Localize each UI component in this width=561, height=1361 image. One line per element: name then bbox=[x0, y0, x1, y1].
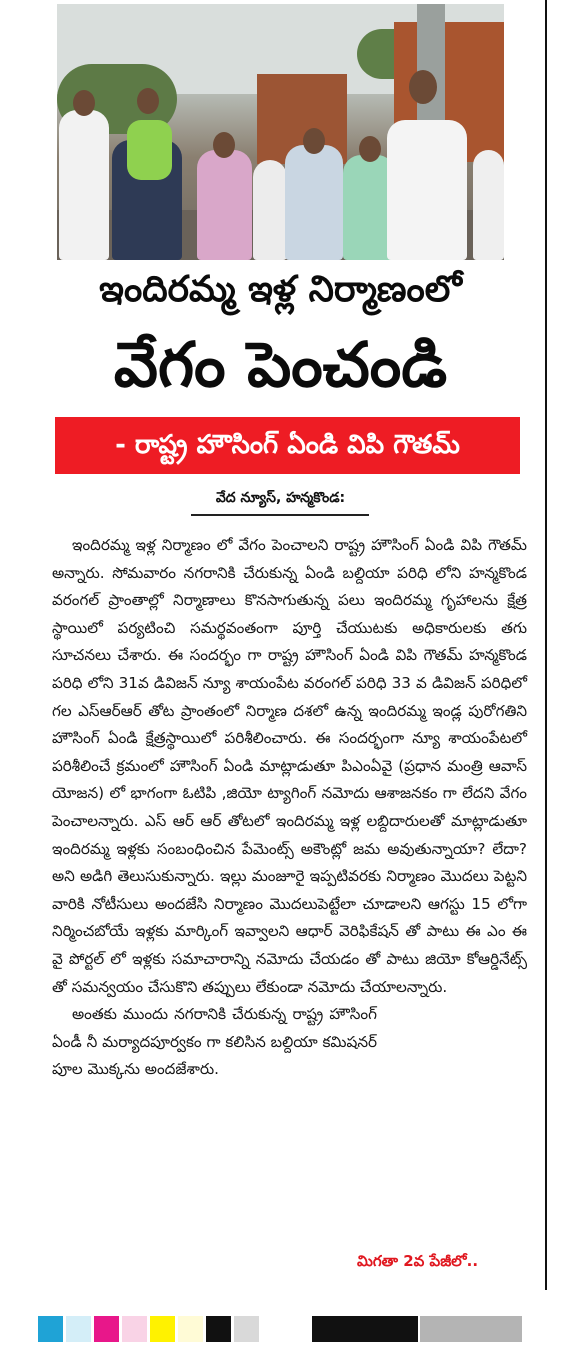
subhead-text: - రాష్ట్ర హౌసింగ్ ఏండి విపి గౌతమ్ bbox=[115, 430, 460, 460]
photo-person-head bbox=[359, 136, 381, 162]
article-body bbox=[52, 532, 527, 1084]
photo-person bbox=[285, 145, 343, 260]
registration-swatch bbox=[206, 1316, 231, 1342]
photo-person-head bbox=[213, 132, 235, 158]
photo-person bbox=[473, 150, 504, 260]
article-paragraph: అంతకు ముందు నగరానికి చేరుకున్న రాష్ట్ర హౌసింగ్ ఏండీ నీ మర్యాదపూర్వకం గా కలిసిన బల్దియా కమిషనర్ పూల మొక్కను అందజేశారు. bbox=[52, 1005, 377, 1079]
registration-swatch bbox=[38, 1316, 63, 1342]
registration-swatch bbox=[420, 1316, 522, 1342]
headline-line-2: వేగం పెంచండి bbox=[113, 328, 448, 401]
dateline: వేద న్యూస్, హన్మకొండ: bbox=[215, 490, 346, 506]
article-paragraph: ఇందిరమ్మ ఇళ్ల నిర్మాణం లో వేగం పెంచాలని రాష్ట్ర హౌసింగ్ ఏండి విపి గౌతమ్ అన్నారు. సోమవారం నగరానికి చేరుకున్న ఏండి బల్దియా పరిధి లోని హన్మకొండ వరంగల్ ప్రాంతాల్లో నిర్మాణాలు కొనసాగుతున్న పలు ఇందిరమ్మ గృహాలను క్షేత్ర స్థాయిలో పర్యటించి సమర్థవంతంగా పూర్తి చేయుటకు అధికారులకు తగు సూచనలు చేశారు. ఈ సందర్భం గా రాష్ట్ర హౌసింగ్ ఏండి విపి గౌతమ్ హన్మకొండ పరిధి లోని 31వ డివిజన్ న్యూ శాయంపేట వరంగల్ పరిధి 33 వ డివిజన్ పరిధిలో గల ఎస్ఆర్ఆర్ తోట ప్రాంతంలో నిర్మాణ దశలో ఉన్న ఇందిరమ్మ ఇండ్ల పురోగతిని హౌసింగ్ ఏండి క్షేత్రస్థాయిలో పరిశీలించారు. ఈ సందర్భంగా న్యూ శాయంపేటలో పరిశీలించే క్రమంలో హౌసింగ్ ఏండి మాట్లాడుతూ పిఎంఏవై (ప్రధాన మంత్రి ఆవాస్ యోజన) లో భాగంగా ఓటిపి ,జియో ట్యాగింగ్ నమోదు ఆశాజనకం గా లేదని వేగం పెంచాలన్నారు. ఎస్ ఆర్ ఆర్ తోటలో ఇందిరమ్మ ఇళ్ల లబ్దిదారులతో మాట్లాడుతూ ఇందిరమ్మ ఇళ్లకు సంబంధించిన పేమెంట్స్ అకౌంట్లో జమ అవుతున్నాయా? లేదా? అని అడిగి తెలుసుకున్నారు. ఇల్లు మంజూరై ఇప్పటివరకు నిర్మాణం మొదలు పెట్టని వారికి నోటీసులు అందజేసి నిర్మాణం మొదలుపెట్టేలా చూడాలని ఆగస్టు 15 లోగా నిర్మించబోయే ఇళ్లకు మార్కింగ్ ఇవ్వాలని ఆధార్ వెరిఫికేషన్ తో పాటు ఈ ఎం ఈ వై పోర్టల్ లో ఇళ్లకు సమాచారాన్ని నమోదు చేయడం తో పాటు జియో కోఆర్డినేట్స్ తో సమన్వయం చేసుకొని తప్పులు లేకుండా నమోదు చేయాలన్నారు. bbox=[52, 536, 527, 996]
subhead-banner bbox=[55, 417, 520, 474]
photo-child bbox=[127, 120, 172, 180]
registration-swatch bbox=[178, 1316, 203, 1342]
photo-person bbox=[197, 150, 252, 260]
continued-note: మిగతా 2వ పేజీలో.. bbox=[357, 1252, 479, 1270]
photo-person-head bbox=[73, 90, 95, 116]
photo-person bbox=[59, 110, 109, 260]
photo-person bbox=[387, 120, 467, 260]
photo-person-head bbox=[137, 88, 159, 114]
registration-swatch bbox=[312, 1316, 418, 1342]
photo-person-head bbox=[409, 70, 437, 104]
registration-swatch bbox=[262, 1316, 310, 1342]
registration-swatch bbox=[122, 1316, 147, 1342]
registration-swatch bbox=[150, 1316, 175, 1342]
photo-person bbox=[253, 160, 287, 260]
registration-swatch bbox=[66, 1316, 91, 1342]
dateline-underline bbox=[191, 514, 369, 516]
news-photo bbox=[57, 4, 504, 260]
column-rule bbox=[545, 0, 547, 1290]
registration-swatch bbox=[234, 1316, 259, 1342]
headline-line-1: ఇందిరమ్మ ఇళ్ల నిర్మాణంలో bbox=[99, 269, 462, 310]
photo-person-head bbox=[303, 128, 325, 154]
registration-swatch bbox=[94, 1316, 119, 1342]
